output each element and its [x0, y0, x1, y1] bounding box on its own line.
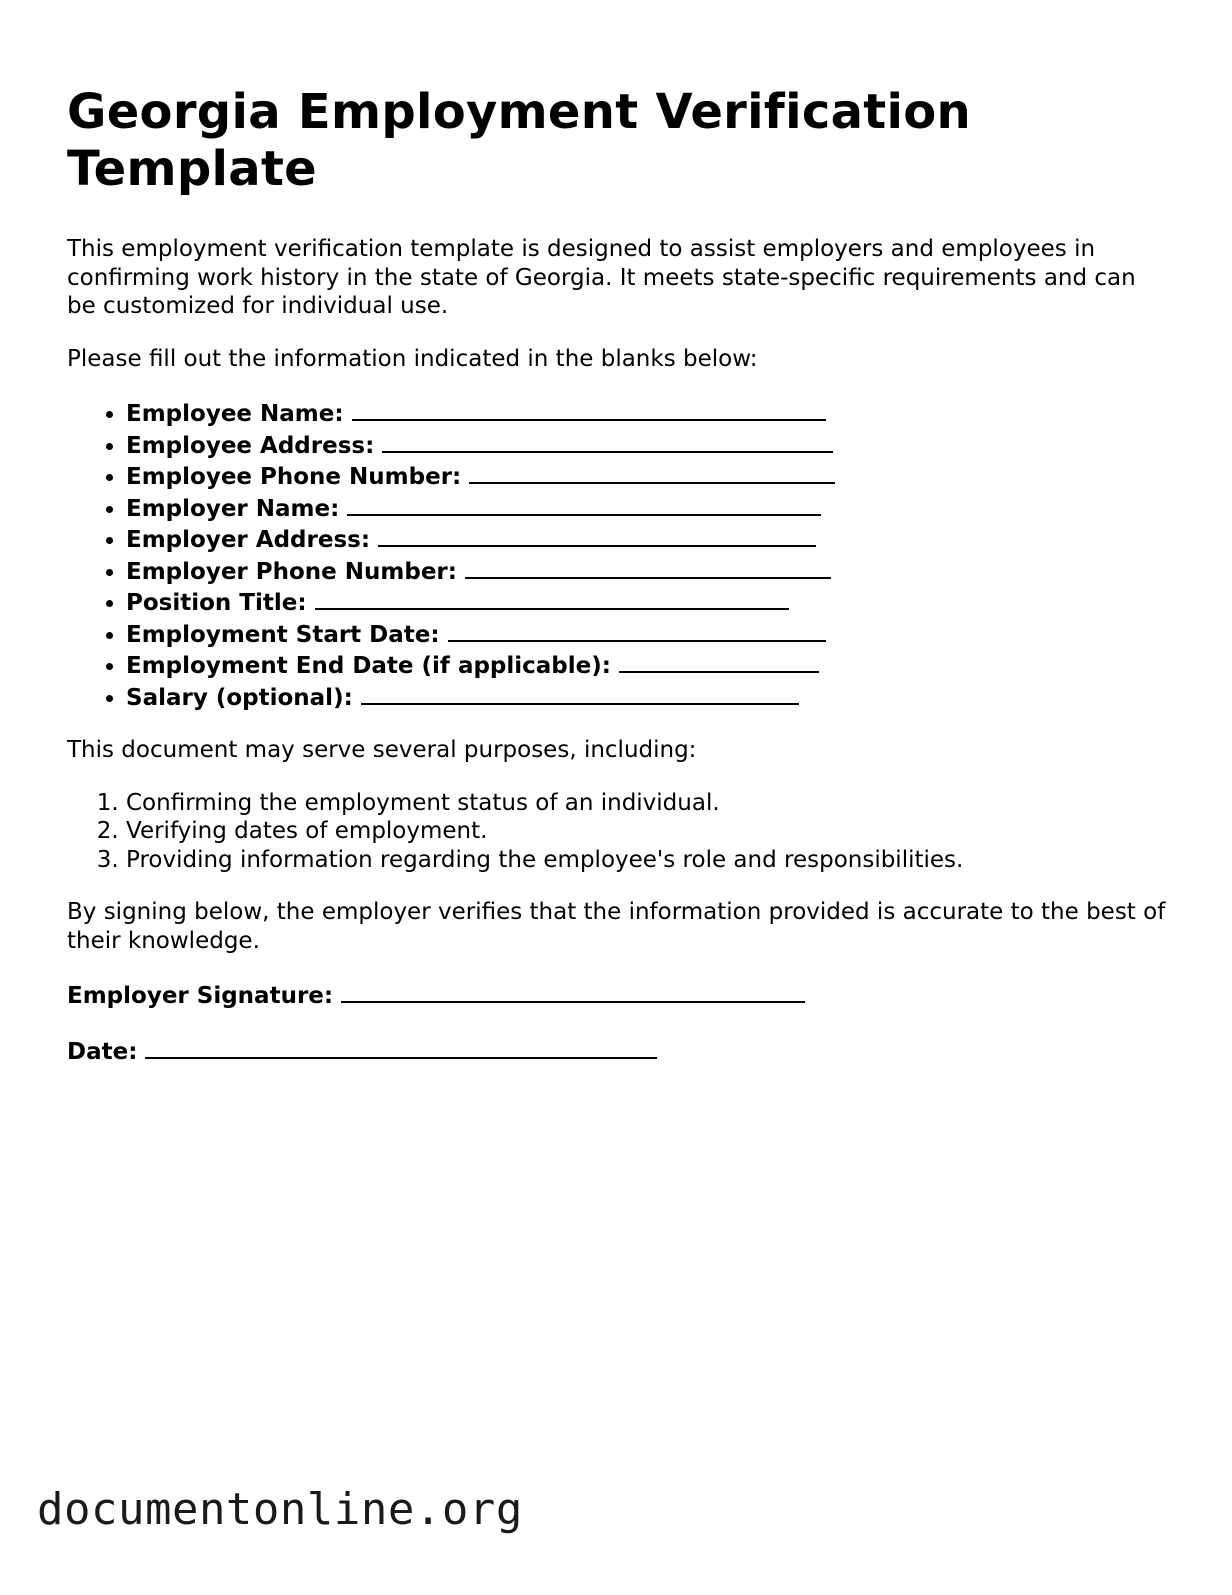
- signature-label: Employer Signature:: [67, 983, 334, 1009]
- field-label: Employer Address:: [126, 527, 371, 553]
- field-end-date: [126, 649, 1167, 681]
- blank-line[interactable]: [378, 523, 816, 547]
- field-label: Employee Phone Number:: [126, 464, 462, 490]
- signature-blank[interactable]: [341, 979, 805, 1003]
- blank-line[interactable]: [619, 649, 819, 673]
- field-label: Salary (optional):: [126, 684, 353, 711]
- employer-signature-line: [67, 979, 1167, 1011]
- blank-line[interactable]: [469, 460, 835, 484]
- purpose-item: 3. Providing information regarding the employee's role and responsibilities.: [126, 846, 1167, 875]
- blank-line[interactable]: [315, 586, 789, 610]
- watermark: documentonline.org: [37, 1484, 523, 1535]
- field-label: Employment Start Date:: [126, 621, 440, 648]
- field-salary: [126, 681, 1167, 713]
- date-blank[interactable]: [145, 1035, 657, 1059]
- field-label: Employer Phone Number:: [126, 558, 457, 585]
- purposes-intro: This document may serve several purposes, including:: [67, 737, 697, 763]
- purposes-list: [67, 789, 1167, 875]
- document-page: [67, 84, 1167, 1066]
- field-label: Employee Name:: [126, 401, 344, 427]
- intro-paragraph: This employment verification template is designed to assist employers and employees in confirming work history in the state of Georgia. It meets state-specific requirements and can be customized for individual use.: [67, 236, 1136, 319]
- blank-line[interactable]: [382, 429, 833, 453]
- date-line: [67, 1035, 1167, 1067]
- field-employee-address: [126, 429, 1167, 461]
- purpose-item: 2. Verifying dates of employment.: [126, 817, 1167, 846]
- attestation-paragraph: By signing below, the employer verifies that the information provided is accurate to the best of their knowledge.: [67, 899, 1166, 954]
- field-label: Position Title:: [126, 590, 307, 616]
- field-label: Employer Name:: [126, 495, 340, 522]
- field-label: Employee Address:: [126, 432, 375, 459]
- field-list: [67, 397, 1167, 712]
- document-title: Georgia Employment Verification Template: [67, 84, 972, 197]
- blank-line[interactable]: [465, 555, 831, 579]
- field-position-title: [126, 586, 1167, 618]
- field-employer-address: [126, 523, 1167, 555]
- field-start-date: [126, 618, 1167, 650]
- blank-line[interactable]: [347, 492, 821, 516]
- purpose-item: 1. Confirming the employment status of an individual.: [126, 789, 1167, 818]
- field-label: Employment End Date (if applicable):: [126, 653, 611, 679]
- field-employer-name: [126, 492, 1167, 524]
- blank-line[interactable]: [448, 618, 826, 642]
- field-employer-phone: [126, 555, 1167, 587]
- fill-prompt: Please fill out the information indicated in the blanks below:: [67, 345, 758, 372]
- field-employee-phone: [126, 460, 1167, 492]
- field-employee-name: [126, 397, 1167, 429]
- date-label: Date:: [67, 1038, 138, 1065]
- blank-line[interactable]: [361, 681, 799, 705]
- blank-line[interactable]: [352, 397, 826, 421]
